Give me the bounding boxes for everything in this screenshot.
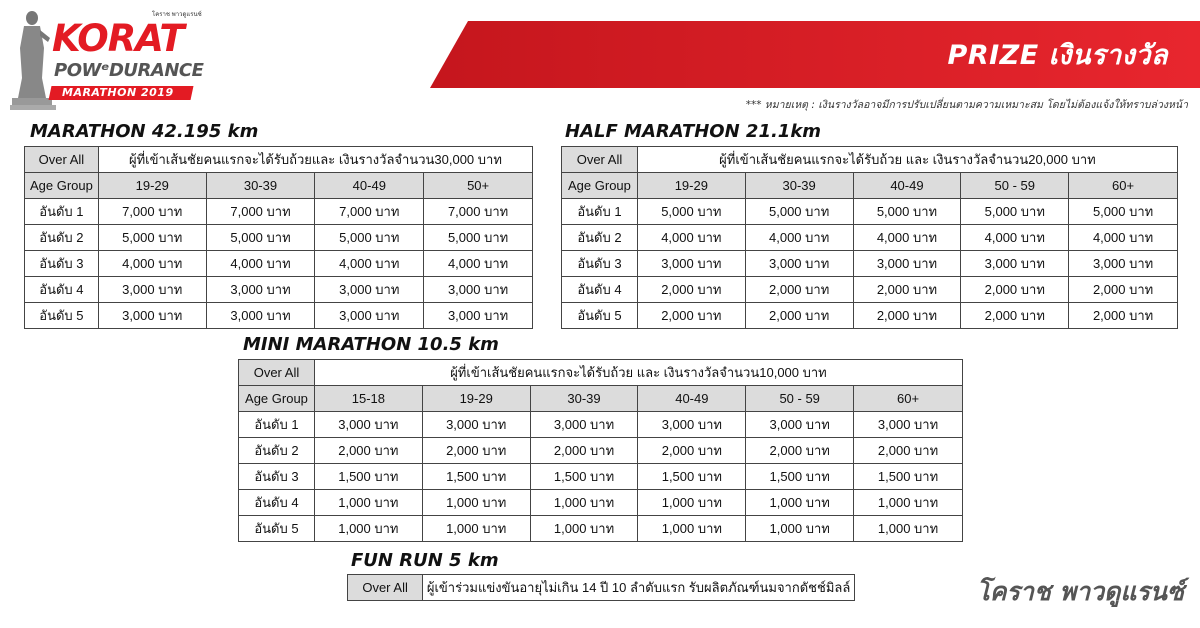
prize-cell: 2,000 บาท xyxy=(637,303,745,329)
table-row xyxy=(562,277,1178,303)
prize-cell: 3,000 บาท xyxy=(1069,251,1178,277)
prize-cell: 5,000 บาท xyxy=(315,225,424,251)
overall-text: ผู้เข้าร่วมแข่งขันอายุไม่เกิน 14 ปี 10 ลำดับแรก รับผลิตภัณฑ์นมจากดัชช์มิลล์ xyxy=(423,575,855,601)
prize-cell: 3,000 บาท xyxy=(961,251,1069,277)
disclaimer-note: *** หมายเหตุ : เงินรางวัลอาจมีการปรับเปลี่ยนตามความเหมาะสม โดยไม่ต้องแจ้งให้ทราบล่วงหน้า xyxy=(745,99,1188,111)
age-header: 19-29 xyxy=(637,173,745,199)
overall-text: ผู้ที่เข้าเส้นชัยคนแรกจะได้รับถ้วย และ เงินรางวัลจำนวน10,000 บาท xyxy=(314,360,962,386)
prize-cell: 3,000 บาท xyxy=(530,412,638,438)
prize-cell: 7,000 บาท xyxy=(424,199,533,225)
table-row xyxy=(239,386,963,412)
rank-cell: อันดับ 3 xyxy=(239,464,315,490)
table-row xyxy=(25,147,533,173)
logo-small-text: โคราช พาวดูแรนซ์ xyxy=(152,11,202,18)
prize-cell: 3,000 บาท xyxy=(206,303,315,329)
mini-marathon-title: MINI MARATHON 10.5 km xyxy=(243,334,499,355)
prize-cell: 1,000 บาท xyxy=(638,516,746,542)
prize-cell: 3,000 บาท xyxy=(424,277,533,303)
age-header: 50+ xyxy=(424,173,533,199)
prize-cell: 7,000 บาท xyxy=(315,199,424,225)
table-row xyxy=(25,199,533,225)
prize-cell: 2,000 บาท xyxy=(853,277,961,303)
prize-cell: 5,000 บาท xyxy=(961,199,1069,225)
prize-cell: 1,000 บาท xyxy=(854,516,963,542)
rank-cell: อันดับ 1 xyxy=(239,412,315,438)
prize-cell: 3,000 บาท xyxy=(98,277,206,303)
half-marathon-title: HALF MARATHON 21.1km xyxy=(565,121,822,142)
age-group-label: Age Group xyxy=(25,173,99,199)
table-row xyxy=(562,225,1178,251)
prize-cell: 5,000 บาท xyxy=(424,225,533,251)
prize-cell: 1,500 บาท xyxy=(530,464,638,490)
prize-cell: 2,000 บาท xyxy=(422,438,530,464)
age-group-label: Age Group xyxy=(562,173,638,199)
fun-run-table xyxy=(347,574,855,601)
table-row xyxy=(562,303,1178,329)
table-row xyxy=(239,412,963,438)
rank-cell: อันดับ 5 xyxy=(239,516,315,542)
age-header: 19-29 xyxy=(422,386,530,412)
rank-cell: อันดับ 2 xyxy=(562,225,638,251)
table-row xyxy=(25,225,533,251)
prize-cell: 1,500 บาท xyxy=(854,464,963,490)
prize-cell: 1,000 บาท xyxy=(422,490,530,516)
age-header: 30-39 xyxy=(206,173,315,199)
prize-cell: 2,000 บาท xyxy=(853,303,961,329)
table-row xyxy=(25,251,533,277)
prize-cell: 1,000 บาท xyxy=(530,490,638,516)
table-row xyxy=(562,147,1178,173)
prize-cell: 1,000 บาท xyxy=(854,490,963,516)
prize-cell: 4,000 บาท xyxy=(853,225,961,251)
overall-label: Over All xyxy=(562,147,638,173)
prize-cell: 5,000 บาท xyxy=(1069,199,1178,225)
prize-cell: 3,000 บาท xyxy=(424,303,533,329)
prize-cell: 2,000 บาท xyxy=(1069,303,1178,329)
prize-cell: 3,000 บาท xyxy=(314,412,422,438)
prize-cell: 4,000 บาท xyxy=(745,225,853,251)
prize-cell: 1,000 บาท xyxy=(314,490,422,516)
table-row xyxy=(25,173,533,199)
page-title: PRIZE เงินรางวัล xyxy=(947,40,1168,71)
rank-cell: อันดับ 1 xyxy=(25,199,99,225)
prize-cell: 4,000 บาท xyxy=(424,251,533,277)
prize-cell: 2,000 บาท xyxy=(961,277,1069,303)
prize-cell: 5,000 บาท xyxy=(853,199,961,225)
prize-cell: 3,000 บาท xyxy=(853,251,961,277)
overall-text: ผู้ที่เข้าเส้นชัยคนแรกจะได้รับถ้วย และ เงินรางวัลจำนวน20,000 บาท xyxy=(637,147,1177,173)
half-marathon-table xyxy=(561,146,1178,329)
table-row xyxy=(348,575,855,601)
table-row xyxy=(562,173,1178,199)
prize-cell: 1,000 บาท xyxy=(422,516,530,542)
prize-cell: 4,000 บาท xyxy=(98,251,206,277)
age-header: 50 - 59 xyxy=(961,173,1069,199)
prize-cell: 1,500 บาท xyxy=(314,464,422,490)
age-header: 40-49 xyxy=(853,173,961,199)
rank-cell: อันดับ 2 xyxy=(25,225,99,251)
prize-cell: 5,000 บาท xyxy=(98,225,206,251)
prize-cell: 1,500 บาท xyxy=(422,464,530,490)
rank-cell: อันดับ 2 xyxy=(239,438,315,464)
logo-korat: KORAT xyxy=(52,17,184,60)
prize-cell: 2,000 บาท xyxy=(854,438,963,464)
overall-label: Over All xyxy=(348,575,423,601)
prize-cell: 5,000 บาท xyxy=(637,199,745,225)
prize-cell: 3,000 บาท xyxy=(315,277,424,303)
prize-cell: 3,000 บาท xyxy=(746,412,854,438)
rank-cell: อันดับ 4 xyxy=(239,490,315,516)
age-group-label: Age Group xyxy=(239,386,315,412)
age-header: 40-49 xyxy=(638,386,746,412)
rank-cell: อันดับ 5 xyxy=(562,303,638,329)
footer-brand: โคราช พาวดูแรนซ์ xyxy=(976,577,1184,606)
table-row xyxy=(25,277,533,303)
prize-cell: 1,500 บาท xyxy=(638,464,746,490)
prize-cell: 5,000 บาท xyxy=(206,225,315,251)
prize-cell: 4,000 บาท xyxy=(206,251,315,277)
table-row xyxy=(239,360,963,386)
overall-text: ผู้ที่เข้าเส้นชัยคนแรกจะได้รับถ้วยและ เงินรางวัลจำนวน30,000 บาท xyxy=(98,147,532,173)
fun-run-title: FUN RUN 5 km xyxy=(351,550,499,571)
prize-cell: 3,000 บาท xyxy=(637,251,745,277)
prize-cell: 2,000 บาท xyxy=(961,303,1069,329)
prize-cell: 3,000 บาท xyxy=(422,412,530,438)
age-header: 60+ xyxy=(854,386,963,412)
prize-cell: 5,000 บาท xyxy=(745,199,853,225)
prize-cell: 2,000 บาท xyxy=(745,303,853,329)
prize-cell: 3,000 บาท xyxy=(745,251,853,277)
table-row xyxy=(239,516,963,542)
prize-cell: 3,000 บาท xyxy=(854,412,963,438)
age-header: 15-18 xyxy=(314,386,422,412)
rank-cell: อันดับ 5 xyxy=(25,303,99,329)
age-header: 30-39 xyxy=(745,173,853,199)
logo-marathon-year: MARATHON 2019 xyxy=(62,86,174,99)
table-row xyxy=(562,251,1178,277)
prize-cell: 2,000 บาท xyxy=(314,438,422,464)
age-header: 50 - 59 xyxy=(746,386,854,412)
age-header: 60+ xyxy=(1069,173,1178,199)
prize-cell: 2,000 บาท xyxy=(745,277,853,303)
prize-cell: 4,000 บาท xyxy=(961,225,1069,251)
rank-cell: อันดับ 3 xyxy=(25,251,99,277)
rank-cell: อันดับ 4 xyxy=(25,277,99,303)
prize-cell: 7,000 บาท xyxy=(206,199,315,225)
table-row xyxy=(239,490,963,516)
prize-cell: 1,000 บาท xyxy=(746,516,854,542)
prize-cell: 1,000 บาท xyxy=(746,490,854,516)
prize-cell: 2,000 บาท xyxy=(637,277,745,303)
rank-cell: อันดับ 3 xyxy=(562,251,638,277)
prize-cell: 2,000 บาท xyxy=(1069,277,1178,303)
rank-cell: อันดับ 1 xyxy=(562,199,638,225)
prize-cell: 3,000 บาท xyxy=(206,277,315,303)
prize-cell: 3,000 บาท xyxy=(315,303,424,329)
marathon-title: MARATHON 42.195 km xyxy=(30,121,259,142)
event-logo xyxy=(10,8,204,112)
prize-cell: 1,000 บาท xyxy=(638,490,746,516)
age-header: 30-39 xyxy=(530,386,638,412)
table-row xyxy=(562,199,1178,225)
logo-powdurance: POWᵉDURANCE xyxy=(54,60,204,81)
rank-cell: อันดับ 4 xyxy=(562,277,638,303)
mini-marathon-table xyxy=(238,359,963,542)
prize-cell: 1,500 บาท xyxy=(746,464,854,490)
prize-cell: 4,000 บาท xyxy=(1069,225,1178,251)
prize-cell: 2,000 บาท xyxy=(530,438,638,464)
table-row xyxy=(239,438,963,464)
prize-cell: 2,000 บาท xyxy=(746,438,854,464)
age-header: 40-49 xyxy=(315,173,424,199)
table-row xyxy=(239,464,963,490)
overall-label: Over All xyxy=(25,147,99,173)
table-row xyxy=(25,303,533,329)
prize-cell: 7,000 บาท xyxy=(98,199,206,225)
prize-cell: 1,000 บาท xyxy=(314,516,422,542)
header-banner xyxy=(430,21,1200,88)
marathon-table xyxy=(24,146,533,329)
prize-cell: 1,000 บาท xyxy=(530,516,638,542)
prize-cell: 4,000 บาท xyxy=(315,251,424,277)
prize-cell: 2,000 บาท xyxy=(638,438,746,464)
prize-cell: 3,000 บาท xyxy=(98,303,206,329)
prize-cell: 3,000 บาท xyxy=(638,412,746,438)
age-header: 19-29 xyxy=(98,173,206,199)
overall-label: Over All xyxy=(239,360,315,386)
prize-cell: 4,000 บาท xyxy=(637,225,745,251)
